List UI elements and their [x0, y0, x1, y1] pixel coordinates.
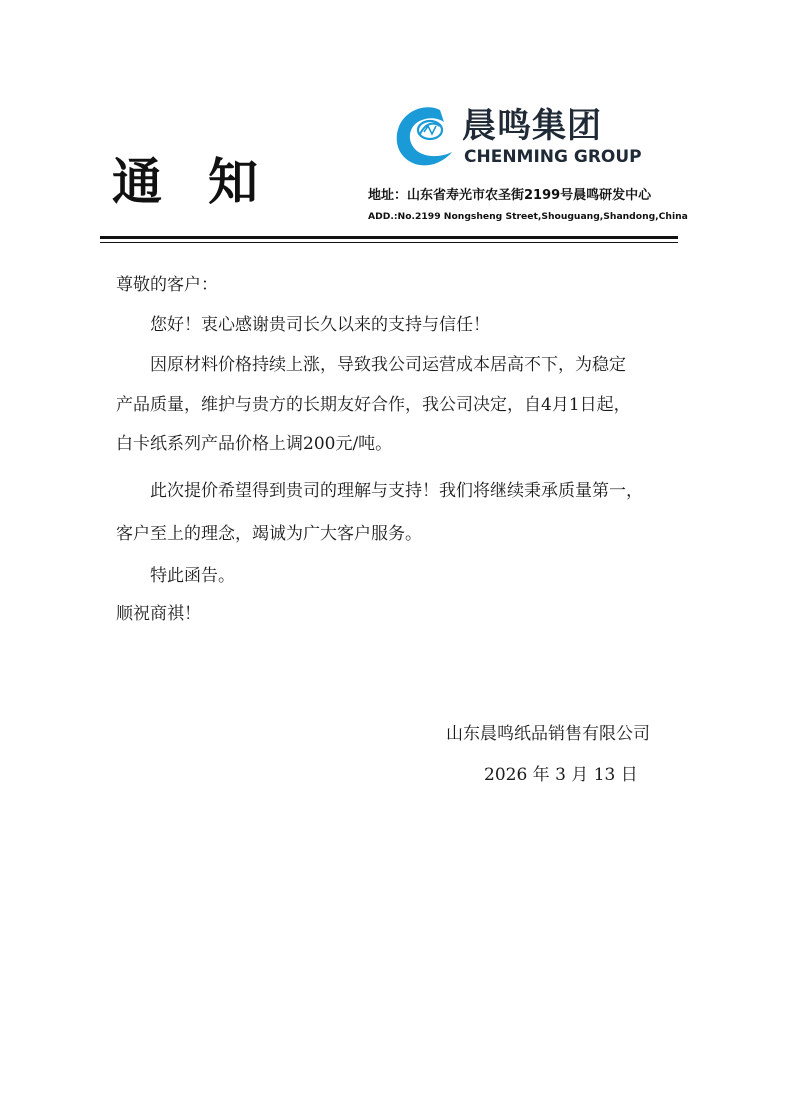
price-paragraph-line: 产品质量，维护与贵方的长期友好合作，我公司决定，自4月1日起， — [116, 395, 631, 415]
signature-company: 山东晨鸣纸品销售有限公司 — [446, 724, 650, 744]
address-cn: 地址：山东省寿光市农圣街2199号晨鸣研发中心 — [368, 188, 652, 203]
support-paragraph-line: 客户至上的理念，竭诚为广大客户服务。 — [116, 524, 422, 544]
chenming-logo-icon — [394, 104, 454, 170]
brand-name-en: CHENMING GROUP — [464, 147, 642, 167]
support-paragraph-line: 此次提价希望得到贵司的理解与支持！我们将继续秉承质量第一， — [150, 481, 643, 501]
address-en: ADD.:No.2199 Nongsheng Street,Shouguang,Shandong,China — [368, 211, 688, 222]
notice-title: 通知 — [112, 153, 304, 211]
price-paragraph-line: 因原材料价格持续上涨，导致我公司运营成本居高不下，为稳定 — [150, 355, 626, 375]
header-divider-thick — [100, 236, 678, 239]
notice-statement: 特此函告。 — [150, 566, 235, 586]
greeting-paragraph: 您好！衷心感谢贵司长久以来的支持与信任！ — [150, 315, 490, 335]
header-divider-thin — [100, 242, 678, 243]
signature-date: 2026 年 3 月 13 日 — [484, 765, 638, 785]
price-paragraph-line: 白卡纸系列产品价格上调200元/吨。 — [116, 434, 393, 454]
salutation: 尊敬的客户： — [116, 275, 218, 295]
brand-name-cn: 晨鸣集团 — [462, 106, 602, 146]
closing-regards: 顺祝商祺！ — [116, 604, 201, 624]
